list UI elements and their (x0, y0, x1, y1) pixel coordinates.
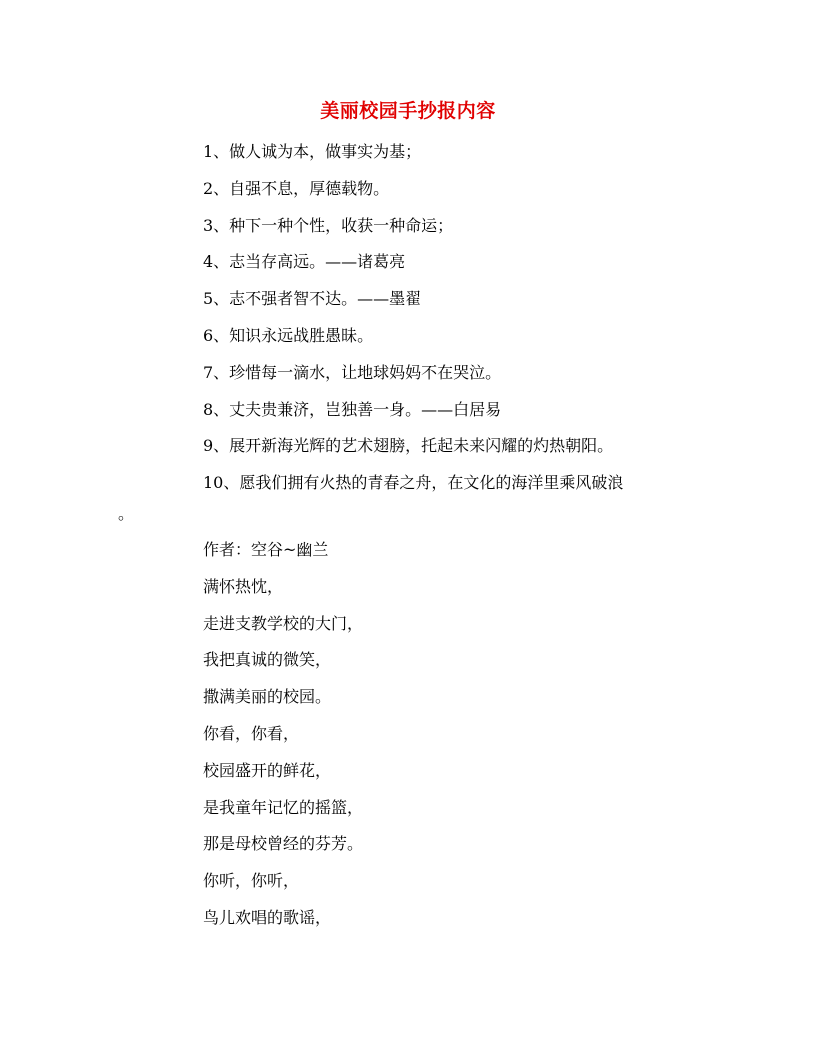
poem-line: 走进支教学校的大门， (203, 613, 364, 633)
saying-line: 1、做人诚为本，做事实为基； (203, 142, 422, 161)
saying-line: 6、知识永远战胜愚昧。 (203, 325, 374, 345)
poem-line: 鸟儿欢唱的歌谣， (203, 907, 332, 927)
poem-line: 撒满美丽的校园。 (203, 687, 332, 707)
poem-line: 是我童年记忆的摇篮， (203, 797, 364, 817)
saying-line: 10、愿我们拥有火热的青春之舟，在文化的海洋里乘风破浪 (203, 473, 624, 493)
document-title: 美丽校园手抄报内容 (320, 100, 496, 122)
saying-tail-punctuation: 。 (118, 504, 135, 523)
saying-line: 3、种下一种个性，收获一种命运； (203, 215, 454, 235)
poem-line: 满怀热忱， (203, 576, 284, 596)
saying-line: 2、自强不息，厚德载物。 (203, 178, 390, 198)
poem-line: 我把真诚的微笑， (203, 650, 332, 670)
poem-lines (203, 536, 363, 941)
saying-line: 9、展开新海光辉的艺术翅膀，托起未来闪耀的灼热朝阳。 (203, 436, 614, 456)
sayings-list (203, 138, 623, 506)
poem-line: 校园盛开的鲜花， (203, 760, 332, 780)
poem-line: 那是母校曾经的芬芳。 (203, 834, 364, 854)
poem-line: 你听，你听， (203, 871, 300, 891)
saying-line: 4、志当存高远。——诸葛亮 (203, 252, 406, 272)
poem-line: 你看，你看， (203, 723, 300, 743)
saying-line: 5、志不强者智不达。——墨翟 (203, 289, 422, 309)
saying-line: 7、珍惜每一滴水，让地球妈妈不在哭泣。 (203, 362, 502, 382)
poem-author: 作者：空谷~幽兰 (203, 540, 329, 559)
saying-line: 8、丈夫贵兼济，岂独善一身。——白居易 (203, 399, 502, 419)
